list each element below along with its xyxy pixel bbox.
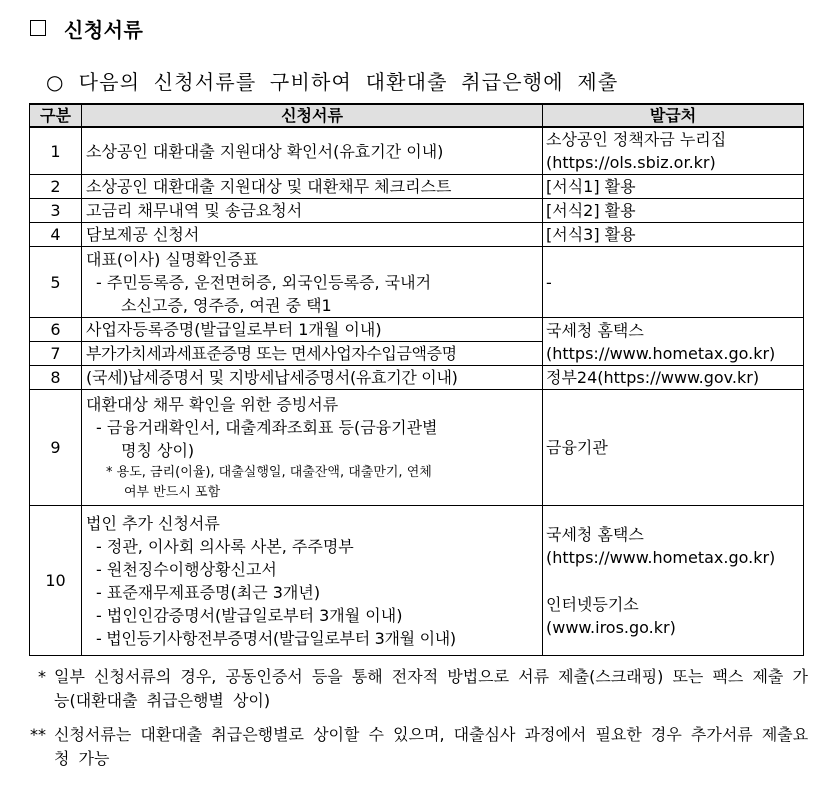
documents-table (29, 103, 804, 656)
header-documents: 신청서류 (82, 104, 543, 127)
issuer: 정부24(https://www.gov.kr) (543, 366, 804, 390)
document-detail: - 금융거래확인서, 대출계좌조회표 등(금융기관별 (96, 417, 438, 437)
section-heading (30, 13, 143, 43)
row-number: 10 (30, 506, 82, 656)
document-detail: - 법인인감증명서(발급일로부터 3개월 이내) (96, 605, 403, 625)
table-row (30, 318, 804, 342)
document-name: 담보제공 신청서 (82, 223, 543, 247)
document-name (82, 247, 543, 318)
table-row (30, 127, 804, 175)
row-number: 3 (30, 199, 82, 223)
table-row (30, 247, 804, 318)
document-name: 고금리 채무내역 및 송금요청서 (82, 199, 543, 223)
issuer-name: 소상공인 정책자금 누리집 (546, 130, 727, 149)
issuer-url: (https://www.hometax.go.kr) (546, 343, 776, 363)
document-detail: - 원천징수이행상황신고서 (96, 559, 277, 579)
row-number: 9 (30, 390, 82, 506)
document-name (82, 506, 543, 656)
table-row (30, 223, 804, 247)
document-name: 부가가치세과세표준증명 또는 면세사업자수입금액증명 (82, 342, 543, 366)
footnote (30, 665, 810, 713)
document-title: 대표(이사) 실명확인증표 (86, 249, 259, 269)
header-category: 구분 (30, 104, 82, 127)
intro-line (46, 66, 618, 95)
row-number: 4 (30, 223, 82, 247)
footnote-text: 일부 신청서류의 경우, 공동인증서 등을 통해 전자적 방법으로 서류 제출(스크래핑) 또는 팩스 제출 가능(대환대출 취급은행별 상이) (54, 667, 808, 710)
document-detail: - 정관, 이사회 의사록 사본, 주주명부 (96, 536, 354, 556)
table-row (30, 199, 804, 223)
document-detail: - 표준재무제표증명(최근 3개년) (96, 582, 321, 602)
footnote-text: 신청서류는 대환대출 취급은행별로 상이할 수 있으며, 대출심사 과정에서 필요한 경우 추가서류 제출요청 가능 (54, 725, 809, 768)
issuer-url: (www.iros.go.kr) (546, 617, 676, 637)
footnote (30, 723, 810, 771)
document-name: 소상공인 대환대출 지원대상 및 대환채무 체크리스트 (82, 175, 543, 199)
footnote-mark: ** (30, 725, 46, 744)
issuer-name: 국세청 홈택스 (546, 524, 644, 544)
header-issuer: 발급처 (543, 104, 804, 127)
issuer-name: 인터넷등기소 (546, 594, 639, 614)
document-title: 대환대상 채무 확인을 위한 증빙서류 (86, 394, 339, 414)
section-title: 신청서류 (64, 17, 144, 42)
issuer (543, 506, 804, 656)
document-detail: - 주민등록증, 운전면허증, 외국인등록증, 국내거 (96, 272, 432, 292)
issuer: [서식3] 활용 (543, 223, 804, 247)
row-number: 5 (30, 247, 82, 318)
document-detail: 명칭 상이) (121, 440, 195, 460)
table-row (30, 390, 804, 506)
issuer-url: (https://www.hometax.go.kr) (546, 547, 776, 567)
intro-text: 다음의 신청서류를 구비하여 대환대출 취급은행에 제출 (78, 70, 619, 94)
document-name: 사업자등록증명(발급일로부터 1개월 이내) (82, 318, 543, 342)
document-name (82, 390, 543, 506)
row-number: 6 (30, 318, 82, 342)
document-detail: - 법인등기사항전부증명서(발급일로부터 3개월 이내) (96, 628, 456, 648)
issuer: - (543, 247, 804, 318)
document-detail: 소신고증, 영주증, 여권 중 택1 (121, 295, 332, 315)
table-row (30, 506, 804, 656)
issuer-name: 국세청 홈택스 (546, 320, 644, 340)
checkbox-square-icon (30, 20, 46, 36)
table-row (30, 366, 804, 390)
table-row (30, 175, 804, 199)
issuer: [서식2] 활용 (543, 199, 804, 223)
document-note: * 용도, 금리(이율), 대출실행일, 대출잔액, 대출만기, 연체 (106, 464, 432, 480)
row-number: 1 (30, 127, 82, 175)
table-header-row (30, 104, 804, 127)
document-note: 여부 반드시 포함 (124, 484, 221, 500)
row-number: 8 (30, 366, 82, 390)
issuer (543, 318, 804, 366)
document-name: (국세)납세증명서 및 지방세납세증명서(유효기간 이내) (82, 366, 543, 390)
footnotes (30, 665, 810, 781)
document-name: 소상공인 대환대출 지원대상 확인서(유효기간 이내) (82, 127, 543, 175)
issuer-url: (https://ols.sbiz.or.kr) (546, 153, 716, 172)
issuer: 금융기관 (543, 390, 804, 506)
issuer (543, 127, 804, 175)
document-title: 법인 추가 신청서류 (86, 513, 220, 533)
row-number: 2 (30, 175, 82, 199)
issuer: [서식1] 활용 (543, 175, 804, 199)
footnote-mark: * (38, 667, 46, 686)
row-number: 7 (30, 342, 82, 366)
circle-bullet-icon: ○ (46, 70, 65, 94)
